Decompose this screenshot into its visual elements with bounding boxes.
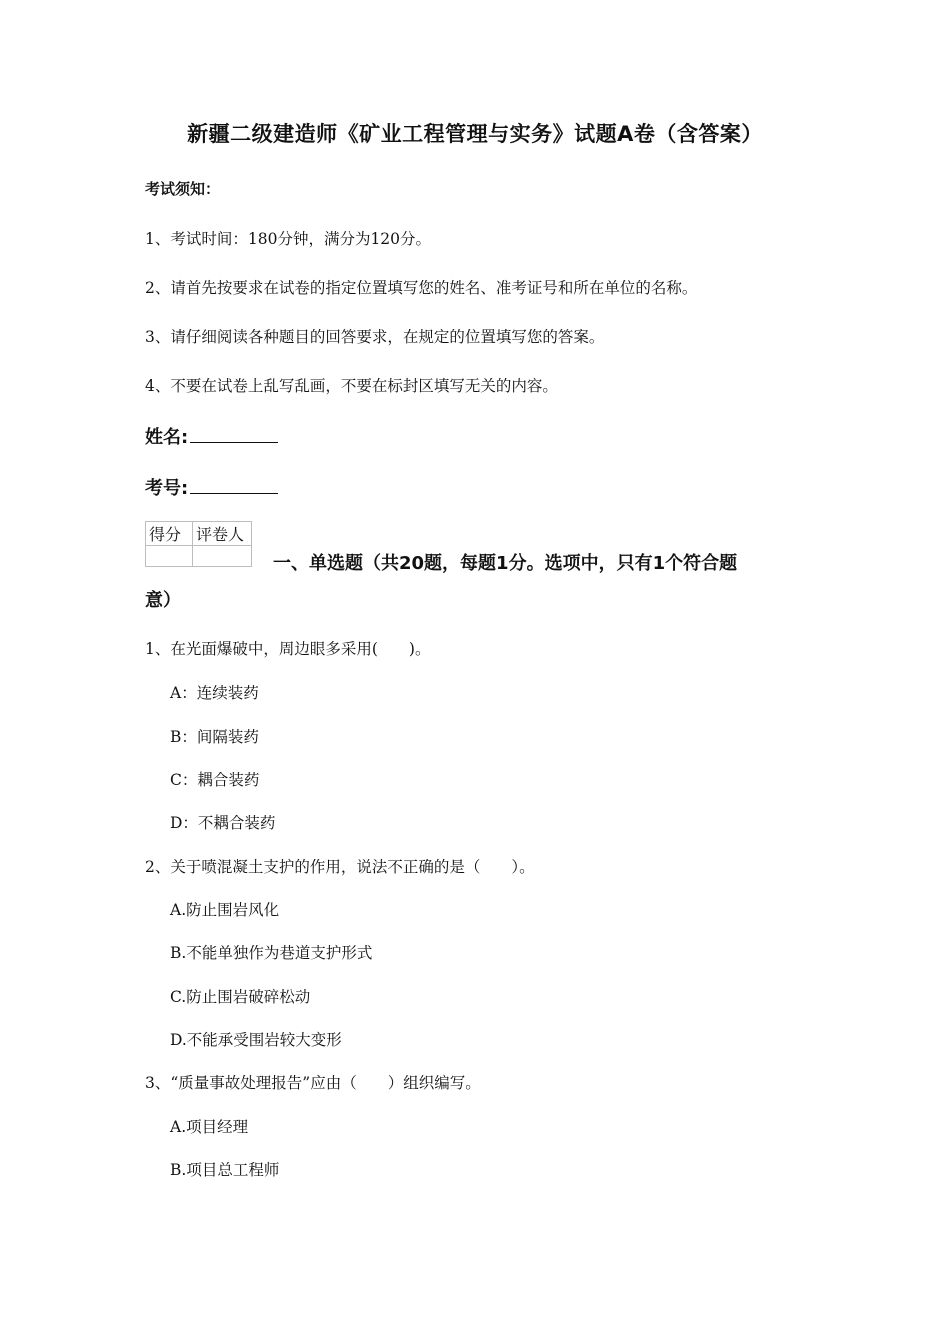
grader-header: 评卷人 <box>193 522 252 546</box>
score-header: 得分 <box>146 522 193 546</box>
id-blank[interactable] <box>190 475 278 494</box>
notice-heading: 考试须知： <box>145 180 221 198</box>
notice-item: 2、请首先按要求在试卷的指定位置填写您的姓名、准考证号和所在单位的名称。 <box>145 279 698 297</box>
question-text: 2、关于喷混凝土支护的作用，说法不正确的是（ ）。 <box>145 858 535 876</box>
question-option: A：连续装药 <box>170 684 259 702</box>
question-option: B.项目总工程师 <box>170 1161 280 1179</box>
document-title: 新疆二级建造师《矿业工程管理与实务》试题A卷（含答案） <box>187 122 763 146</box>
question-option: A.防止围岩风化 <box>170 901 280 919</box>
notice-item: 4、不要在试卷上乱写乱画，不要在标封区填写无关的内容。 <box>145 377 558 395</box>
notice-item: 1、考试时间：180分钟，满分为120分。 <box>145 230 432 248</box>
question-text: 1、在光面爆破中，周边眼多采用( )。 <box>145 640 431 658</box>
score-table <box>145 521 252 567</box>
question-text: 3、“质量事故处理报告”应由（ ）组织编写。 <box>145 1074 481 1092</box>
grader-cell[interactable] <box>193 546 252 567</box>
question-option: D.不能承受围岩较大变形 <box>170 1031 342 1049</box>
question-option: A.项目经理 <box>170 1118 249 1136</box>
id-label: 考号: <box>145 478 189 499</box>
question-option: D：不耦合装药 <box>170 814 276 832</box>
question-option: C.防止围岩破碎松动 <box>170 988 311 1006</box>
question-option: B.不能单独作为巷道支护形式 <box>170 944 373 962</box>
section-heading: 一、单选题（共20题，每题1分。选项中，只有1个符合题 <box>273 553 738 574</box>
id-field <box>145 474 278 500</box>
name-field <box>145 423 278 449</box>
name-blank[interactable] <box>190 424 278 443</box>
notice-item: 3、请仔细阅读各种题目的回答要求，在规定的位置填写您的答案。 <box>145 328 605 346</box>
question-option: B：间隔装药 <box>170 728 259 746</box>
section-heading-cont: 意） <box>145 590 181 611</box>
question-option: C：耦合装药 <box>170 771 260 789</box>
name-label: 姓名: <box>145 427 189 448</box>
score-cell[interactable] <box>146 546 193 567</box>
